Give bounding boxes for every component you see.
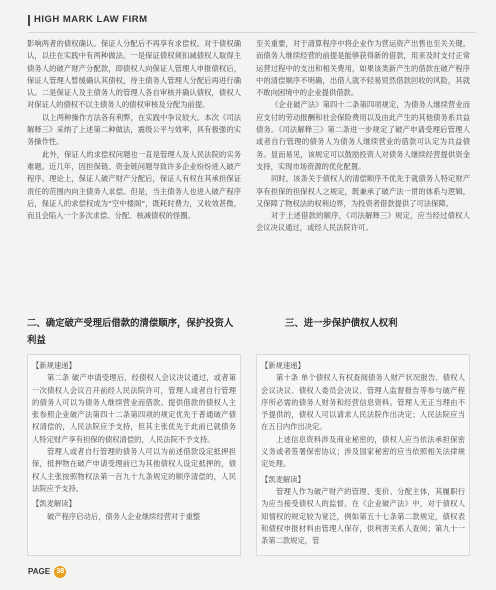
rule-text: 管理人或者自行管理的债务人可以为前述借款设定抵押担保，抵押物在破产申请受理前已为其他债权人设定抵押的，债权人主张按照物权法第一百九十九条规定的顺序清偿的，人民法院应予支持。 xyxy=(32,447,236,493)
paragraph: 影响两者的债权确认。保证人分配后不再享有求偿权。对于债权确认，以往在实践中有两种做法。一是保证债权须扣减债权人取得主债务人的破产财产分配款，即债权人向保证人管理人申报债权后，保证人管理人暂缓确认其债权，待主债务人管理人分配后再进行确认。二是保证人及主债务人的管理人各自审核并确认债权，债权人对保证人的债权不以主债务人的债权审核及分配为前提。 xyxy=(27,39,241,110)
section-title-3: 三、进一步保护债权人权利 xyxy=(285,318,398,329)
tag-interpretation: 【凯麦解读】 xyxy=(261,474,305,484)
paragraph: 此外，保证人的求偿权问题也一直是管理人及人民法院的实务难题。近几年，因担保链、资金链问题导致许多企业纷纷进入破产程序。理论上，保证人破产财产分配后，保证人有权在其承担保证责任的范围内向主债务人求偿。但是，当主债务人也进入破产程序后，保证人的求偿权成为“空中楼阁”，既耗时费力，又收效甚微，而且会陷入一个多次求偿、分配、核减债权的怪圈。 xyxy=(27,149,241,221)
paragraph: 至关重要，对于清算程序中将企业作为营运资产出售也至关关键。而债务人继续经营的前提是能够获得新的借款，用来及时支付正常运营过程中的支出和相关费用，如果该类新产生的借款在破产程序中的清偿顺序不明确，出借人就不轻易贸然借款回收的风险，其就不敢向困境中的企业提供借款。 xyxy=(256,39,470,98)
rule-text: 第二条 破产申请受理后，经债权人会议决议通过，或者第一次债权人会议召开前经人民法院许可，管理人或者自行管理的债务人可以为债务人继续营业而借款。提供借款的债权人主张参照企业破产法第四十二条第四项的规定优先于普通破产债权清偿的，人民法院应予支持，但其主张优先于此前已就债务人特定财产享有担保的债权清偿的，人民法院不予支持。 xyxy=(32,373,236,444)
paragraph: 对于上述借款的顺序，《司法解释三》规定，应当经过债权人会议决议通过，或经人民法院许可。 xyxy=(256,211,470,233)
paragraph: 《企业破产法》第四十二条第四项规定，为债务人继续营业而应支付的劳动报酬和社会保险费用以及由此产生的其他债务系共益债务。《司法解释三》第二条进一步规定了破产申请受理后管理人或者自行管理的债务人为债务人继续营业的借款可认定为共益债务。显而易见，该规定可以鼓励投资人对债务人继续经营提供资金支持，实现市场资源的优化配置。 xyxy=(256,100,470,171)
paragraph: 同时，该条关于债权人的清偿顺序不优先于就债务人特定财产享有担保的担保权人之规定，既兼承了破产法一贯的体系与逻辑，又保障了物权法的权利边界，为投资者借款提供了可法保障。 xyxy=(256,174,470,208)
rule-box-right xyxy=(256,354,470,556)
rule-text: 第十条 单个债权人有权查阅债务人财产状况报告、债权人会议决议、债权人委员会决议、管理人监督报告等参与破产程序所必需的债务人财务和经营信息资料。管理人无正当理由不予提供的，债权人可以请求人民法院作出决定；人民法院应当在五日内作出决定。 xyxy=(261,373,465,432)
tag-interpretation: 【凯麦解读】 xyxy=(32,499,76,509)
interpretation-text: 管理人作为破产财产的管理、变价、分配主体，其履职行为应当接受债权人的监督。在《企业破产法》中，对于债权人知情权的规定较为宽泛，例如第五十七条第二款规定，债权表和债权申报材料由管理人保存，供利害关系人查阅；第九十一条第二款规定，管 xyxy=(261,486,465,546)
page-number: 38 xyxy=(54,566,66,578)
header-bar xyxy=(28,15,30,26)
running-header xyxy=(28,10,476,33)
rule-text: 上述信息资料涉及商业秘密的，债权人应当依法承担保密义务或者签署保密协议；涉及国家秘密的应当依照相关法律规定处理。 xyxy=(261,434,465,469)
left-column xyxy=(27,38,241,222)
page-label: PAGE xyxy=(28,567,51,577)
tag-new-rule: 【新规速递】 xyxy=(32,361,76,370)
tag-new-rule: 【新规速递】 xyxy=(261,361,305,370)
firm-name: HIGH MARK LAW FIRM xyxy=(34,14,148,25)
rule-box-left xyxy=(27,354,241,556)
interpretation-text: 破产程序启动后，债务人企业继续经营对于重整 xyxy=(47,511,201,521)
right-column xyxy=(256,38,470,235)
paragraph: 以上两种操作方法各有利弊，在实践中争议较大。本次《司法解释三》采纳了上述第二种做法，震级公平与效率，具有极强的实务操作性。 xyxy=(27,112,241,147)
page-footer xyxy=(28,566,66,578)
section-title-2: 二、确定破产受理后借款的清偿顺序，保护投资人利益 xyxy=(27,318,234,346)
